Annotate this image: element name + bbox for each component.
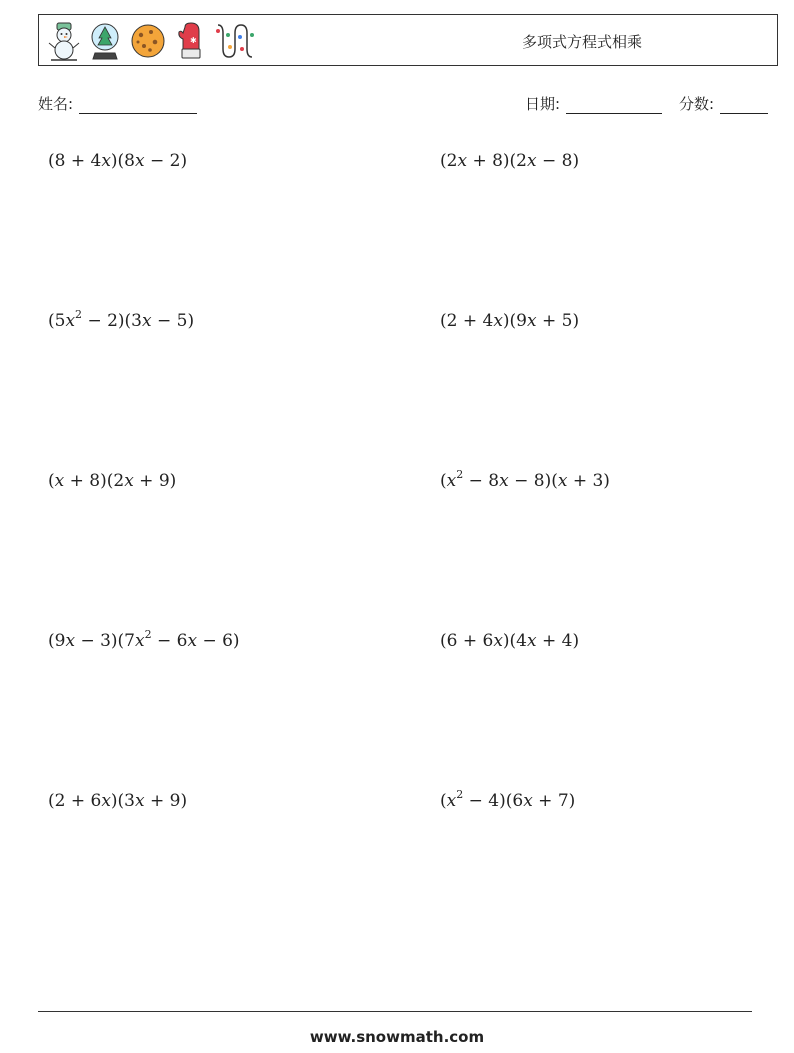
problem-4: (2 + 4x)(9x + 5) bbox=[440, 311, 580, 331]
name-label: 姓名: bbox=[38, 95, 74, 113]
name-field[interactable] bbox=[38, 93, 197, 114]
score-blank[interactable] bbox=[720, 99, 768, 114]
problem-5: (x + 8)(2x + 9) bbox=[48, 471, 177, 491]
problem-3: $(5x^2 - 2)(3x - 5)$ bbox=[48, 308, 195, 331]
problem-10: $(x^2 - 4)(6x + 7)$ bbox=[440, 788, 576, 811]
snow-globe-icon bbox=[89, 21, 121, 61]
worksheet-header bbox=[38, 14, 778, 66]
score-label: 分数: bbox=[679, 95, 715, 113]
snowman-icon bbox=[47, 21, 81, 61]
name-blank[interactable] bbox=[79, 99, 197, 114]
header-icons bbox=[47, 21, 255, 61]
svg-text:✱: ✱ bbox=[190, 36, 197, 45]
mitten-icon bbox=[175, 21, 207, 61]
footer-divider bbox=[38, 1011, 752, 1012]
footer-website[interactable]: www.snowmath.com bbox=[309, 1028, 485, 1046]
cookie-icon bbox=[129, 21, 167, 61]
date-field[interactable] bbox=[525, 93, 662, 114]
problem-7: $(9x - 3)(7x^2 - 6x - 6)$ bbox=[48, 628, 240, 651]
problem-2: (2x + 8)(2x − 8) bbox=[440, 151, 580, 171]
problem-9: (2 + 6x)(3x + 9) bbox=[48, 791, 188, 811]
problem-6: $(x^2 - 8x - 8)(x + 3)$ bbox=[440, 468, 610, 491]
worksheet-title: 多项式方程式相乘 bbox=[522, 33, 643, 51]
string-lights-icon bbox=[215, 21, 255, 61]
date-blank[interactable] bbox=[566, 99, 662, 114]
problem-1: (8 + 4x)(8x − 2) bbox=[48, 151, 188, 171]
score-field[interactable] bbox=[679, 93, 768, 114]
problem-8: (6 + 6x)(4x + 4) bbox=[440, 631, 580, 651]
date-label: 日期: bbox=[525, 95, 561, 113]
